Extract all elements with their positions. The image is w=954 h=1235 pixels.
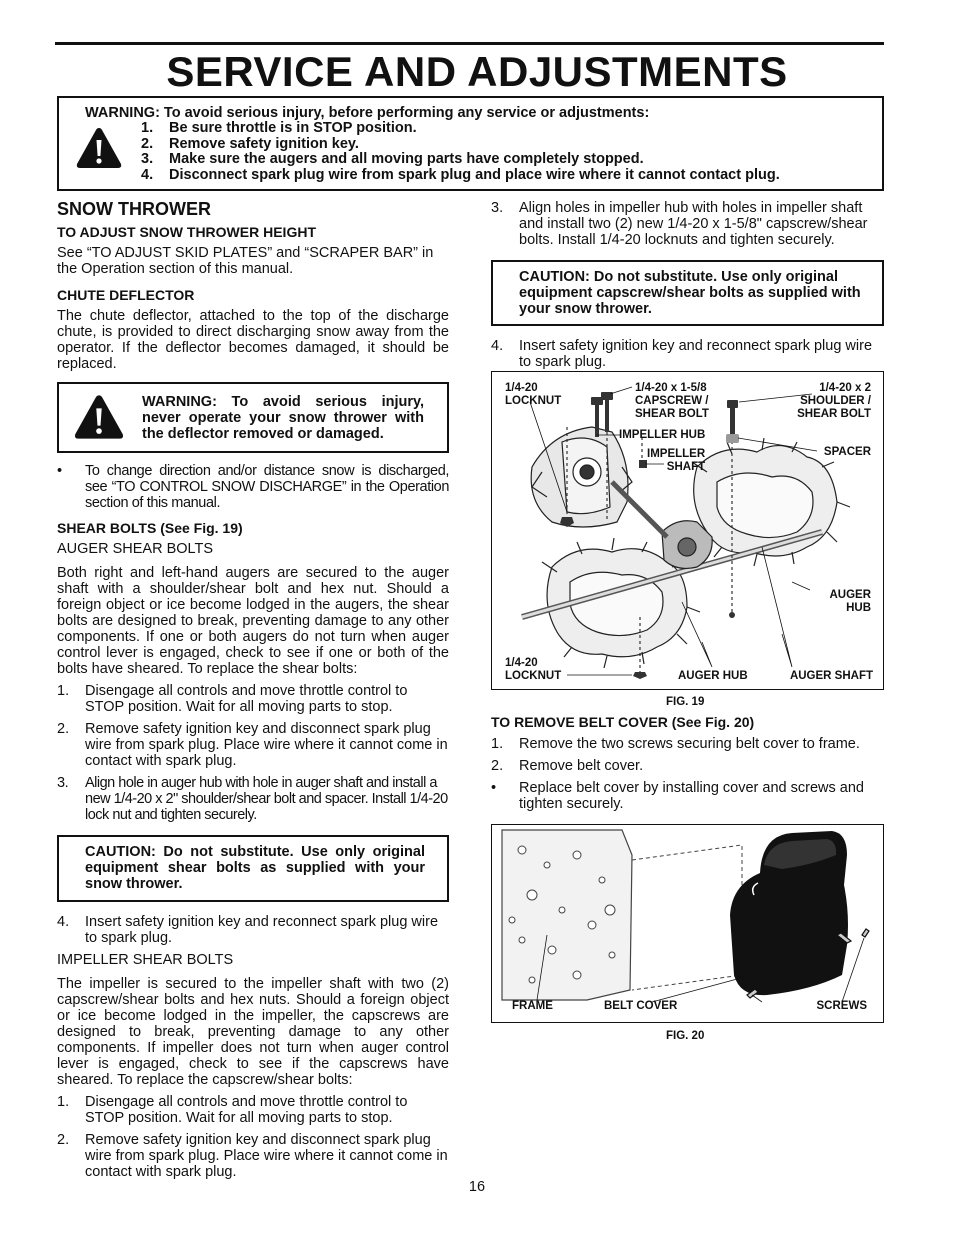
label-auger-hub: AUGER HUB bbox=[678, 670, 748, 682]
label-frame: FRAME bbox=[512, 1000, 553, 1012]
right-column bbox=[491, 200, 884, 376]
list-item: 2. Remove safety ignition key and disconnect spark plug wire from spark plug. Place wire where it cannot come in contact with spark plug. bbox=[57, 1132, 448, 1180]
label-spacer: SPACER bbox=[823, 446, 871, 458]
list-item: 3. Align holes in impeller hub with holes in impeller shaft and install two (2) new 1/4-20 x 1-5/8" capscrew/shear bolts. Install 1/4-20 locknuts and tighten securely. bbox=[491, 200, 868, 248]
auger-text: Both right and left-hand augers are secured to the auger shaft with a shoulder/shear bolt and hex nut. Should a foreign object or ice become lodged in the augers, the shear bolts are designed to break, preventing damage to any other components. If one or both augers do not turn when auger control lever is engaged, check to see if one or both of the bolts have sheared. To replace the shear bolts: bbox=[57, 565, 449, 677]
auger-shear-label: AUGER SHEAR BOLTS bbox=[57, 541, 214, 557]
belt-cover-diagram bbox=[492, 825, 883, 1022]
chute-warning-text: WARNING: To avoid serious injury, never operate your snow thrower with the deflector removed or damaged. bbox=[142, 394, 424, 442]
label-screws: SCREWS bbox=[816, 1000, 867, 1012]
chute-text: The chute deflector, attached to the top of the discharge chute, is provided to direct discharging snow away from the operator. If the deflector becomes damaged, it should be replaced. bbox=[57, 308, 449, 372]
top-warning-list bbox=[141, 121, 861, 183]
warning-triangle-icon bbox=[75, 126, 123, 170]
label-capscrew: 1/4-20 x 1-5/8 CAPSCREW / SHEAR BOLT bbox=[635, 382, 709, 420]
figure-19 bbox=[491, 371, 884, 690]
auger-caution-text: CAUTION: Do not substitute. Use only original equipment shear bolts as supplied with your snow thrower. bbox=[85, 844, 425, 892]
list-item: 1. Disengage all controls and move throttle control to STOP position. Wait for all moving parts to stop. bbox=[57, 683, 408, 715]
label-impeller-shaft: IMPELLER SHAFT bbox=[647, 448, 706, 473]
top-warning-heading: WARNING: To avoid serious injury, before performing any service or adjustments: bbox=[85, 105, 650, 121]
list-item: 2. Remove safety ignition key and disconnect spark plug wire from spark plug. Place wire where it cannot come in contact with spark plug. bbox=[57, 721, 448, 769]
list-item: 1. Remove the two screws securing belt cover to frame. bbox=[491, 736, 860, 752]
left-column bbox=[57, 199, 449, 1186]
list-item: • To change direction and/or distance snow is discharged, see “TO CONTROL SNOW DISCHARGE” in the Operation section of this manual. bbox=[57, 463, 449, 511]
belt-cover-section bbox=[491, 714, 884, 818]
list-item: 4. Disconnect spark plug wire from spark plug and place wire where it cannot contact plug. bbox=[141, 166, 780, 183]
label-shoulder-bolt: 1/4-20 x 2 SHOULDER / SHEAR BOLT bbox=[797, 382, 871, 420]
header-rule bbox=[55, 42, 884, 45]
label-belt-cover: BELT COVER bbox=[604, 1000, 678, 1012]
figure-20 bbox=[491, 824, 884, 1023]
impeller-shear-label: IMPELLER SHEAR BOLTS bbox=[57, 952, 234, 968]
label-auger-shaft: AUGER SHAFT bbox=[789, 670, 873, 682]
top-warning-box bbox=[57, 96, 884, 191]
impeller-caution-text: CAUTION: Do not substitute. Use only original equipment capscrew/shear bolts as supplied with your snow thrower. bbox=[519, 269, 861, 317]
height-text: See “TO ADJUST SKID PLATES” and “SCRAPER BAR” in the Operation section of this manual. bbox=[57, 245, 434, 277]
list-item: 4. Insert safety ignition key and reconnect spark plug wire to spark plug. bbox=[491, 338, 873, 370]
label-impeller-hub: IMPELLER HUB bbox=[619, 429, 706, 441]
impeller-caution-box bbox=[491, 260, 884, 326]
list-item: 3. Make sure the augers and all moving parts have completely stopped. bbox=[141, 151, 644, 167]
subheading-height: TO ADJUST SNOW THROWER HEIGHT bbox=[57, 224, 316, 240]
list-item: 2. Remove belt cover. bbox=[491, 758, 644, 774]
figure-19-caption: FIG. 19 bbox=[666, 696, 705, 708]
chute-warning-box bbox=[57, 382, 449, 453]
page-title: SERVICE AND ADJUSTMENTS bbox=[166, 48, 788, 95]
label-locknut-bottom: 1/4-20 LOCKNUT bbox=[505, 657, 562, 682]
list-item: 3. Align hole in auger hub with hole in auger shaft and install a new 1/4-20 x 2" shoulder/shear bolt and spacer. Install 1/4-20 lock nut and tighten securely. bbox=[57, 775, 448, 823]
list-item: • Replace belt cover by installing cover and screws and tighten securely. bbox=[491, 780, 864, 812]
figure-20-caption: FIG. 20 bbox=[666, 1030, 705, 1042]
subheading-belt-cover: TO REMOVE BELT COVER (See Fig. 20) bbox=[491, 714, 755, 730]
list-item: 4. Insert safety ignition key and reconnect spark plug wire to spark plug. bbox=[57, 914, 439, 946]
warning-triangle-icon bbox=[73, 393, 125, 441]
page-number: 16 bbox=[468, 1179, 486, 1195]
subheading-shear: SHEAR BOLTS (See Fig. 19) bbox=[57, 520, 243, 536]
label-locknut-top: 1/4-20 LOCKNUT bbox=[505, 382, 562, 407]
list-item: 2. Remove safety ignition key. bbox=[141, 135, 359, 152]
list-item: 1. Disengage all controls and move throttle control to STOP position. Wait for all moving parts to stop. bbox=[57, 1094, 408, 1126]
section-heading: SNOW THROWER bbox=[57, 199, 211, 219]
impeller-text: The impeller is secured to the impeller shaft with two (2) capscrew/shear bolts and hex nuts. Should a foreign object or ice become lodged in the impeller, the capscrews are designed to break, preventing damage to any other components. If impeller does not turn when auger control lever is engaged, check to see if the capscrews have sheared. To replace the capscrew/shear bolts: bbox=[57, 976, 449, 1088]
auger-caution-box bbox=[57, 835, 449, 902]
subheading-chute: CHUTE DEFLECTOR bbox=[57, 287, 195, 303]
label-auger-hub-right: AUGER HUB bbox=[829, 589, 871, 614]
list-item: 1. Be sure throttle is in STOP position. bbox=[141, 120, 417, 136]
